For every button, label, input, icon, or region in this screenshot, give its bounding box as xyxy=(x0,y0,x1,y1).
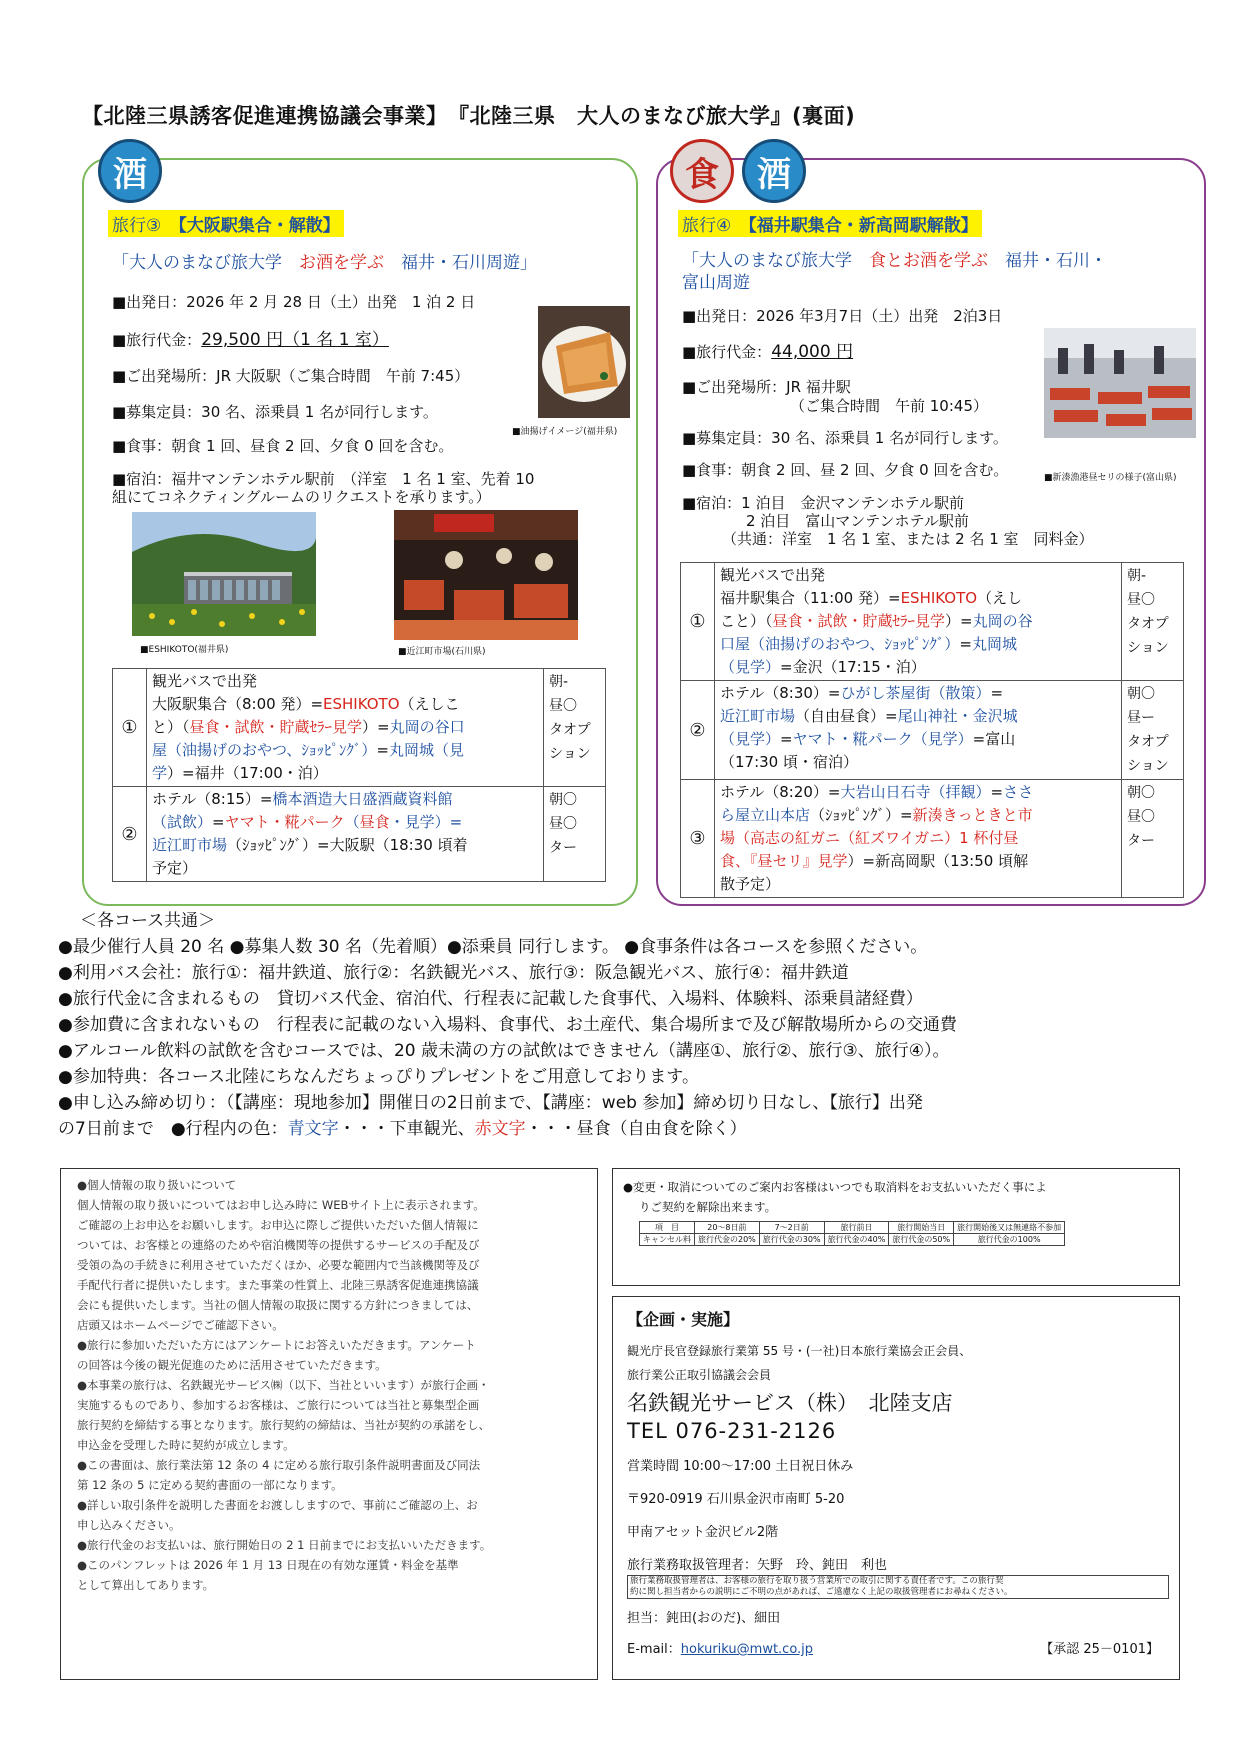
row-number: ② xyxy=(681,681,715,780)
meal-line: 昼ー xyxy=(1127,710,1155,726)
sched-seg: 丸岡城 xyxy=(389,741,435,759)
row-meals xyxy=(1122,563,1184,681)
privacy-line: 申し込みください。 xyxy=(77,1518,181,1532)
sched-seg: = xyxy=(990,783,1004,801)
cancel-fee-table xyxy=(639,1221,1065,1246)
fee-header: 旅行開始当日 xyxy=(889,1222,954,1234)
sched-line xyxy=(152,762,538,785)
meal-line: 昼〇 xyxy=(1127,592,1155,608)
common-line: ●参加費に含まれないもの 行程表に記載のない入場料、食事代、お土産代、集合場所まで及び解散場所からの交通費 xyxy=(58,1015,957,1035)
common-line: ●参加特典：各コース北陸にちなんだちょっぴりプレゼントをご用意しております。 xyxy=(58,1067,699,1087)
fee-cell: 旅行代金の20% xyxy=(695,1234,760,1246)
privacy-line: ●この書面は、旅行業法第 12 条の 4 に定める旅行取引条件説明書面及び同法 xyxy=(77,1458,481,1472)
market-caption: ■近江町市場(石川県) xyxy=(398,647,486,657)
tour3-title-a: 「大人のまなび旅大学 xyxy=(112,253,299,273)
sched-line xyxy=(720,804,1116,827)
aburaage-photo xyxy=(538,306,630,418)
tour4-hotel-line1: ■宿泊：1 泊目 金沢マンテンホテル駅前 xyxy=(682,494,964,512)
sched-line xyxy=(720,850,1116,873)
tour3-place: ■ご出発場所：JR 大阪駅（ご集合時間 午前 7:45） xyxy=(112,367,470,385)
sched-seg: （拝観） xyxy=(930,783,991,801)
privacy-line: ●旅行代金のお支払いは、旅行開始日の 2 1 日前までにお支払いいただきます。 xyxy=(77,1538,492,1552)
common-seg: ・・・昼食（自由食を除く） xyxy=(525,1119,747,1139)
row-number: ② xyxy=(113,787,147,882)
sched-seg: 近江町市場 xyxy=(152,836,228,854)
common-seg: ・・・下車観光、 xyxy=(338,1119,475,1139)
privacy-line: ●本事業の旅行は、名鉄観光サービス㈱（以下、当社といいます）が旅行企画・ xyxy=(77,1378,490,1392)
aburaage-photo-art xyxy=(538,306,630,418)
tour4-hotel-line3: （共通：洋室 1 名 1 室、または 2 名 1 室 同料金） xyxy=(722,530,1094,548)
sched-seg: 屋 xyxy=(152,741,168,759)
email-label: E-mail： xyxy=(627,1642,681,1657)
row-meals xyxy=(544,787,606,882)
sched-line xyxy=(152,834,538,857)
manager-note-line: 約に関し担当者からの説明にご不明の点があれば、ご遠慮なく上記の取扱管理者にお尋ねください。 xyxy=(630,1587,1013,1597)
cancel-box xyxy=(612,1168,1180,1286)
sched-seg: 大阪駅集合（8:00 発）= xyxy=(152,695,324,713)
tour3-title-c: 福井・石川周遊」 xyxy=(384,253,537,273)
sched-line xyxy=(152,811,538,834)
auction-photo xyxy=(1044,328,1196,438)
meal-line: ター xyxy=(549,840,577,856)
sched-seg: =金沢（17:15・泊） xyxy=(780,658,926,676)
privacy-line: として算出してあります。 xyxy=(77,1578,215,1592)
company-name: 名鉄観光サービス（株） 北陸支店 xyxy=(627,1391,953,1415)
tour3-price-value: 29,500 円（1 名 1 室） xyxy=(201,330,389,350)
sched-seg: ）= xyxy=(362,718,390,736)
sched-seg: 学 xyxy=(152,764,168,782)
tour3-depart: ■出発日：2026 年 2 月 28 日（土）出発 1 泊 2 日 xyxy=(112,293,476,311)
sched-line xyxy=(720,728,1116,751)
table-row xyxy=(681,563,1184,681)
fee-cell: 旅行代金の40% xyxy=(824,1234,889,1246)
tour3-tag xyxy=(108,210,344,237)
email-link[interactable]: hokuriku@mwt.co.jp xyxy=(680,1642,814,1657)
tour3-hotel-line1: ■宿泊：福井マンテンホテル駅前 （洋室 1 名 1 室、先着 10 xyxy=(112,470,535,488)
fee-header: 項 目 xyxy=(640,1222,695,1234)
sched-line xyxy=(720,705,1116,728)
sched-seg: （ xyxy=(344,813,360,831)
sched-seg: 橋本酒造大日盛酒蔵資料館 xyxy=(272,790,453,808)
sched-seg: ・見学）= xyxy=(389,813,463,831)
tour4-depart: ■出発日：2026 年3月7日（土）出発 2泊3日 xyxy=(682,307,1003,325)
privacy-text xyxy=(77,1175,587,1595)
meal-line: ター xyxy=(1127,833,1155,849)
sched-seg: こと）（ xyxy=(720,612,773,630)
sched-seg: 食、『昼セリ』見学 xyxy=(720,852,848,870)
sched-seg: （えし xyxy=(977,589,1023,607)
fee-header: 旅行前日 xyxy=(824,1222,889,1234)
sched-seg: 丸岡の谷 xyxy=(972,612,1033,630)
sched-seg: ヤマト・糀パーク xyxy=(224,813,345,831)
common-line: ●旅行代金に含まれるもの 貸切バス代金、宿泊代、行程表に記載した食事代、入場料、体験料、添乗員諸経費） xyxy=(58,989,923,1009)
sched-seg: ヤマト・糀パーク xyxy=(792,730,913,748)
tour4-place-line1: ■ご出発場所：JR 福井駅 xyxy=(682,378,851,396)
tour4-itinerary xyxy=(680,562,1184,898)
sched-line: 散予定） xyxy=(720,875,781,893)
row-schedule xyxy=(715,563,1122,681)
sched-seg: （自由昼食）= xyxy=(795,707,898,725)
meal-line: 朝〇 xyxy=(549,792,577,808)
fee-cell: 旅行代金の100% xyxy=(954,1234,1065,1246)
meal-line: タオプ xyxy=(1127,616,1169,632)
fee-header: 7～2日前 xyxy=(759,1222,824,1234)
sched-seg: ら屋立山本店 xyxy=(720,806,811,824)
privacy-line: ●個人情報の取り扱いについて xyxy=(77,1178,237,1192)
meal-line: ション xyxy=(1127,758,1169,774)
row-meals xyxy=(544,669,606,787)
cancel-line: りご契約を解除出来ます。 xyxy=(639,1200,777,1214)
sched-seg: ESHIKOTO xyxy=(900,589,978,607)
sched-seg: （見学） xyxy=(912,730,973,748)
tour3-hotel-line2: 組にてコネクティングルームのリクエストを承ります。） xyxy=(112,488,491,506)
row-meals xyxy=(1122,681,1184,780)
sched-seg: ささ xyxy=(1003,783,1034,801)
tour3-price-label: ■旅行代金： xyxy=(112,331,202,349)
sched-seg: （見 xyxy=(434,741,465,759)
tour4-capacity: ■募集定員：30 名、添乗員 1 名が同行します。 xyxy=(682,429,1008,447)
row-number: ① xyxy=(113,669,147,787)
tour3-hotel xyxy=(112,470,534,506)
sched-seg: 新湊きっときと市 xyxy=(912,806,1033,824)
tour4-hotel xyxy=(682,494,1094,548)
aburaage-caption: ■油揚げイメージ(福井県) xyxy=(512,427,618,437)
sake-badge: 酒 xyxy=(98,139,162,203)
meal-line: 朝- xyxy=(549,674,569,690)
tour4-meals: ■食事：朝食 2 回、昼 2 回、夕食 0 回を含む。 xyxy=(682,461,1009,479)
sched-seg: 丸岡の谷口 xyxy=(389,718,465,736)
row-number: ③ xyxy=(681,780,715,898)
privacy-line: 個人情報の取り扱いについてはお申し込み時に WEBサイト上に表示されます。 xyxy=(77,1198,485,1212)
tour4-place xyxy=(682,378,988,416)
sched-seg: ホテル（8:15）= xyxy=(152,790,273,808)
staff-names: 担当：鈍田(おのだ)、細田 xyxy=(627,1611,781,1626)
meal-line: ション xyxy=(1127,640,1169,656)
tour4-title-b: 食とお酒を学ぶ xyxy=(869,251,988,271)
sched-line xyxy=(720,656,1116,679)
fee-cell: キャンセル料 xyxy=(640,1234,695,1246)
meal-line: 朝〇 xyxy=(1127,785,1155,801)
tour4-title-d: 富山周遊 xyxy=(682,273,750,293)
sched-seg: 福井駅集合（11:00 発）= xyxy=(720,589,901,607)
sched-seg: ）=新高岡駅（13:50 頃解 xyxy=(847,852,1029,870)
tour3-meals: ■食事：朝食 1 回、昼食 2 回、夕食 0 回を含む。 xyxy=(112,437,454,455)
sched-seg: （ｼｮｯﾋﾟﾝｸﾞ）=大阪駅（18:30 頃着 xyxy=(227,836,468,854)
meal-line: 昼〇 xyxy=(549,698,577,714)
eshikoto-photo xyxy=(132,512,316,636)
tour4-title-c: 福井・石川・ xyxy=(988,251,1107,271)
eshikoto-caption: ■ESHIKOTO(福井県) xyxy=(140,645,229,655)
common-seg: の7日前まで ●行程内の色： xyxy=(58,1119,288,1139)
sched-seg: 昼食・試飲・貯蔵ｾﾗｰ見学 xyxy=(772,612,946,630)
fee-header: 20～8日前 xyxy=(695,1222,760,1234)
table-row xyxy=(681,681,1184,780)
blue-text-sample: 青文字 xyxy=(287,1119,339,1139)
table-row xyxy=(640,1222,1065,1234)
common-line: ●最少催行人員 20 名 ●募集人数 30 名（先着順）●添乗員 同行します。 ●食事条件は各コースを参照ください。 xyxy=(58,937,928,957)
auction-photo-art xyxy=(1044,328,1196,438)
privacy-line: 会にも提供いたします。当社の個人情報の取扱に関する方針につきましては、 xyxy=(77,1298,479,1312)
company-box xyxy=(612,1296,1180,1680)
row-schedule xyxy=(147,787,544,882)
privacy-line: ご確認の上お申込をお願いします。お申込に際しご提供いただいた個人情報に xyxy=(77,1218,479,1232)
sched-seg: ホテル（8:20）= xyxy=(720,783,841,801)
sched-line xyxy=(720,682,1116,705)
sched-seg: 尾山神社・金沢城 xyxy=(897,707,1018,725)
sched-seg: = xyxy=(212,813,225,831)
sched-seg: = xyxy=(376,741,389,759)
table-row xyxy=(681,780,1184,898)
sched-seg: ホテル（8:30）= xyxy=(720,684,841,702)
privacy-line: 旅行契約を締結する事となります。旅行契約の締結は、当社が契約の承諾をし、 xyxy=(77,1418,491,1432)
sched-line xyxy=(720,781,1116,804)
address-line2: 甲南アセット金沢ビル2階 xyxy=(627,1525,779,1540)
privacy-line: ●このパンフレットは 2026 年 1 月 13 日現在の有効な運賃・料金を基準 xyxy=(77,1558,459,1572)
meal-line: タオプ xyxy=(549,722,591,738)
company-membership: 旅行業公正取引協議会会員 xyxy=(627,1368,772,1382)
sched-line xyxy=(720,587,1116,610)
tour4-price xyxy=(682,342,853,362)
privacy-line: 第 12 条の 5 に定める契約書面の一部になります。 xyxy=(77,1478,343,1492)
sched-seg: と）（ xyxy=(152,718,190,736)
meal-line: 朝〇 xyxy=(1127,686,1155,702)
sched-line xyxy=(152,739,538,762)
eshikoto-photo-art xyxy=(132,512,316,636)
sched-line: （17:30 頃・宿泊） xyxy=(720,753,858,771)
common-line xyxy=(58,1116,1198,1142)
sched-line xyxy=(152,693,538,716)
tour4-title xyxy=(682,250,1192,294)
sched-seg: （油揚げのおやつ、ｼｮｯﾋﾟﾝｸﾞ） xyxy=(167,741,377,759)
common-info xyxy=(58,908,1198,1142)
table-row xyxy=(113,787,606,882)
meal-line: 朝- xyxy=(1127,568,1147,584)
privacy-line: ついては、お客様との連絡のためや宿泊機関等の提供するサービスの手配及び xyxy=(77,1238,480,1252)
table-row xyxy=(640,1234,1065,1246)
red-text-sample: 赤文字 xyxy=(474,1119,526,1139)
sched-seg: = xyxy=(990,684,1004,702)
tour3-capacity: ■募集定員：30 名、添乗員 1 名が同行します。 xyxy=(112,403,438,421)
email-row xyxy=(627,1638,1169,1657)
privacy-line: ●旅行に参加いただいた方にはアンケートにお答えいただきます。アンケート xyxy=(77,1338,476,1352)
table-row xyxy=(113,669,606,787)
sched-seg: ）= xyxy=(945,612,973,630)
tour4-price-label: ■旅行代金： xyxy=(682,343,772,361)
company-registration: 観光庁長官登録旅行業第 55 号・(一社)日本旅行業協会正会員、 xyxy=(627,1344,972,1358)
row-schedule xyxy=(715,681,1122,780)
tour4-meeting: 【福井駅集合・新高岡駅解散】 xyxy=(748,216,978,236)
sched-seg: =富山 xyxy=(972,730,1016,748)
approval-number: 【承認 25－0101】 xyxy=(1040,1642,1159,1657)
common-heading: ＜各コース共通＞ xyxy=(80,911,216,931)
common-line: ●申し込み締め切り：（【講座：現地参加】開催日の2日前まで、【講座：web 参加】締め切り日なし、【旅行】出発 xyxy=(58,1093,923,1113)
privacy-line: 実施するものであり、参加するお客様は、ご旅行については当社と募集型企画 xyxy=(77,1398,480,1412)
auction-caption: ■新湊漁港昼セリの様子(富山県) xyxy=(1044,473,1177,483)
market-photo xyxy=(394,510,578,640)
meal-line: ション xyxy=(549,746,591,762)
sched-seg: = xyxy=(959,635,972,653)
sched-seg: = xyxy=(780,730,793,748)
tour3-meeting: 【大阪駅集合・解散】 xyxy=(178,216,340,236)
row-number: ① xyxy=(681,563,715,681)
company-phone: TEL 076-231-2126 xyxy=(627,1419,837,1443)
sched-line xyxy=(720,610,1116,633)
row-schedule xyxy=(147,669,544,787)
page-title: 【北陸三県誘客促進連携協議会事業】 『北陸三県 大人のまなび旅大学』(裏面) xyxy=(82,104,856,128)
privacy-line: 受領の為の手続きに利用させていただくほか、必要な範囲内で当該機関等及び xyxy=(77,1258,480,1272)
manager-note xyxy=(627,1575,1169,1599)
sched-seg: （見学） xyxy=(720,730,781,748)
privacy-line: の回答は今後の観光促進のために活用させていただきます。 xyxy=(77,1358,387,1372)
sake-badge: 酒 xyxy=(742,139,806,203)
sched-seg: 昼食・試飲・貯蔵ｾﾗｰ見学 xyxy=(189,718,363,736)
sched-seg: 丸岡城 xyxy=(971,635,1017,653)
fee-cell: 旅行代金の50% xyxy=(889,1234,954,1246)
sched-seg: 昼食 xyxy=(359,813,390,831)
privacy-box xyxy=(60,1168,598,1680)
fee-cell: 旅行代金の30% xyxy=(759,1234,824,1246)
meal-line: 昼〇 xyxy=(1127,809,1155,825)
sched-seg: （見学） xyxy=(720,658,781,676)
travel-manager: 旅行業務取扱管理者：矢野 玲、鈍田 利也 xyxy=(627,1558,888,1573)
sched-seg: 近江町市場 xyxy=(720,707,796,725)
sched-line: 観光バスで出発 xyxy=(720,566,826,584)
sched-line xyxy=(152,716,538,739)
sched-line xyxy=(720,633,1116,656)
sched-seg: （ｼｮｯﾋﾟﾝｸﾞ）= xyxy=(810,806,913,824)
tour4-tag xyxy=(678,210,982,237)
address-line1: 〒920-0919 石川県金沢市南町 5-20 xyxy=(627,1492,845,1507)
food-badge: 食 xyxy=(670,139,734,203)
tour4-hotel-line2: 2 泊目 富山マンテンホテル駅前 xyxy=(746,512,969,530)
sched-seg: 口屋（油揚げのおやつ、ｼｮｯﾋﾟﾝｸﾞ） xyxy=(720,635,960,653)
row-schedule xyxy=(715,780,1122,898)
sched-line xyxy=(152,788,538,811)
tour3-itinerary xyxy=(112,668,606,882)
company-heading: 【企画・実施】 xyxy=(627,1310,740,1329)
sched-seg: ESHIKOTO xyxy=(323,695,400,713)
fee-header: 旅行開始後又は無連絡不参加 xyxy=(954,1222,1065,1234)
common-line: ●利用バス会社：旅行①：福井鉄道、旅行②：名鉄観光バス、旅行③：阪急観光バス、旅行④：福井鉄道 xyxy=(58,963,849,983)
tour4-title-a: 「大人のまなび旅大学 xyxy=(682,251,869,271)
common-line: ●アルコール飲料の試飲を含むコースでは、20 歳未満の方の試飲はできません（講座①、旅行②、旅行③、旅行④）。 xyxy=(58,1041,950,1061)
sched-line: 場（高志の紅ガニ（紅ズワイガニ）1 杯付昼 xyxy=(720,829,1019,847)
privacy-line: 申込金を受理した時に契約が成立します。 xyxy=(77,1438,295,1452)
tour3-price xyxy=(112,330,389,350)
meal-line: タオプ xyxy=(1127,734,1169,750)
tour4-place-line2: （ご集合時間 午前 10:45） xyxy=(790,397,988,415)
privacy-line: 手配代行者に提供いたします。また事業の性質上、北陸三県誘客促進連携協議 xyxy=(77,1278,479,1292)
sched-line: 観光バスで出発 xyxy=(152,672,258,690)
row-meals xyxy=(1122,780,1184,898)
sched-seg: 大岩山日石寺 xyxy=(840,783,931,801)
sched-seg: ひがし茶屋街（散策） xyxy=(840,684,991,702)
tour4-number: 旅行④ xyxy=(682,216,732,236)
privacy-line: ●詳しい取引条件を説明した書面をお渡ししますので、事前にご確認の上、お xyxy=(77,1498,478,1512)
sched-seg: （えしこ xyxy=(399,695,460,713)
tour3-title-b: お酒を学ぶ xyxy=(299,253,384,273)
meal-line: 昼〇 xyxy=(549,816,577,832)
privacy-line: 店頭又はホームページでご確認下さい。 xyxy=(77,1318,284,1332)
tour3-number: 旅行③ xyxy=(112,216,162,236)
tour4-price-value: 44,000 円 xyxy=(771,342,854,362)
sched-seg: （試飲） xyxy=(152,813,213,831)
market-photo-art xyxy=(394,510,578,640)
business-hours: 営業時間 10:00～17:00 土日祝日休み xyxy=(627,1459,854,1474)
cancel-line: ●変更・取消についてのご案内お客様はいつでも取消料をお支払いいただく事によ xyxy=(623,1180,1047,1194)
manager-note-line: 旅行業務取扱管理者は、お客様の旅行を取り扱う営業所での取引に関する責任者です。この旅行契 xyxy=(630,1576,1004,1586)
tour3-title xyxy=(112,252,537,274)
sched-seg: ）=福井（17:00・泊） xyxy=(167,764,328,782)
sched-line: 予定） xyxy=(152,859,198,877)
